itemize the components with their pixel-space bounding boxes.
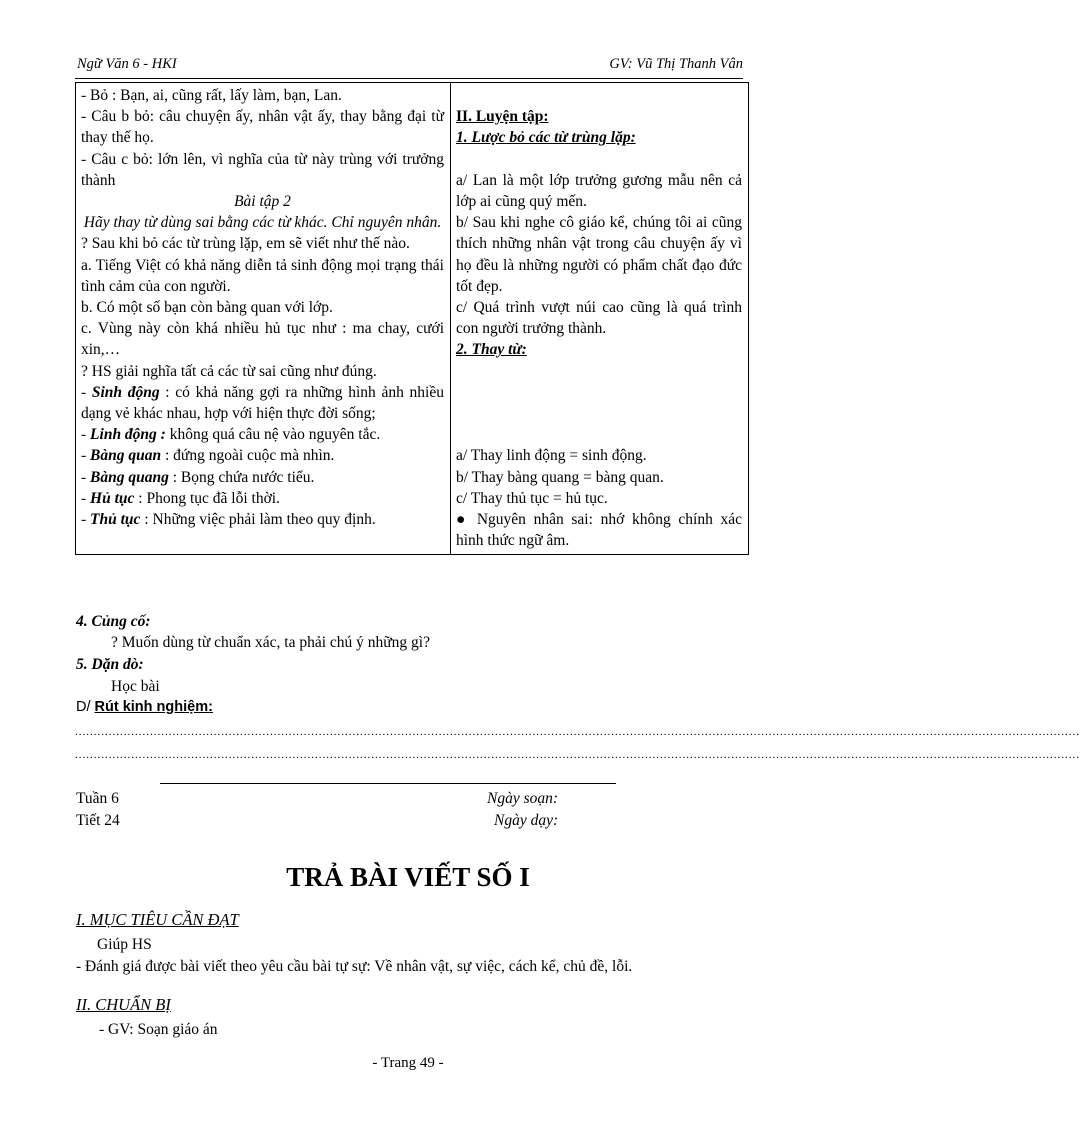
answer-line-1: - Bỏ : Bạn, ai, cũng rất, lấy làm, bạn, Lan. — [81, 87, 342, 104]
term-thu-tuc: Thủ tục — [90, 511, 141, 529]
rewrite-b: b/ Sau khi nghe cô giáo kể, chúng tôi ai cũng thích những nhân vật trong câu chuyện ấy vì họ đều là những người có phẩm chất đạo đức tốt đẹp. — [456, 214, 742, 295]
activities-column — [76, 83, 451, 555]
exercise-description: Hãy thay từ dùng sai bằng các từ khác. Chỉ nguyên nhân. — [83, 214, 442, 232]
lesson-table — [75, 82, 749, 555]
cung-co-heading: 4. Củng cố: — [76, 613, 151, 630]
section-chuan-bi: II. CHUẨN BỊ — [76, 995, 171, 1014]
answer-line-2: - Câu b bỏ: câu chuyện ấy, nhân vật ấy, thay bằng đại từ thay thế họ. — [81, 108, 444, 147]
page-header — [75, 56, 743, 79]
question-2: ? HS giải nghĩa tất cả các từ sai cũng như đúng. — [81, 362, 377, 380]
term-linh-dong: Linh động : — [90, 426, 166, 444]
cung-co-text: ? Muốn dùng từ chuẩn xác, ta phải chú ý những gì? — [111, 634, 430, 651]
term-bang-quang: Bàng quang — [90, 468, 169, 486]
definition-2: - Linh động : không quá câu nệ vào nguyên tắc. — [81, 426, 381, 444]
content-column — [451, 83, 749, 555]
period-label: Tiết 24 — [76, 812, 120, 829]
reason-line: ● Nguyên nhân sai: nhớ không chính xác hình thức ngữ âm. — [456, 510, 742, 550]
section-muc-tieu: I. MỤC TIÊU CẦN ĐẠT — [76, 910, 239, 929]
question-1: ? Sau khi bỏ các từ trùng lặp, em sẽ viết như thế nào. — [81, 235, 410, 253]
lesson-title: TRẢ BÀI VIẾT SỐ I — [286, 862, 530, 892]
chuan-bi-line-1: - GV: Soạn giáo án — [99, 1021, 218, 1038]
definition-4: - Bàng quang : Bọng chứa nước tiểu. — [81, 468, 315, 486]
answer-line-3: - Câu c bỏ: lớn lên, vì nghĩa của từ này trùng với trưởng thành — [81, 150, 444, 189]
definition-5: - Hủ tục : Phong tục đã lỗi thời. — [81, 489, 280, 507]
exercise-title: Bài tập 2 — [234, 193, 291, 211]
header-teacher: GV: Vũ Thị Thanh Vân — [609, 56, 743, 72]
sentence-b: b. Có một số bạn còn bàng quan với lớp. — [81, 299, 333, 317]
muc-tieu-line-2: - Đánh giá được bài viết theo yêu cầu bài tự sự: Về nhân vật, sự việc, cách kể, chủ đề, lỗi. — [76, 958, 633, 975]
muc-tieu-line-1: Giúp HS — [97, 936, 152, 953]
sentence-a: a. Tiếng Việt có khả năng diễn tả sinh động mọi trạng thái tình cảm của con người. — [81, 256, 444, 295]
dan-do-heading: 5. Dặn dò: — [76, 656, 144, 673]
dan-do-text: Học bài — [111, 678, 160, 695]
bullet-icon: ● — [456, 510, 470, 528]
subsection-2: 2. Thay từ: — [456, 341, 527, 359]
rut-kinh-nghiem: D/ Rút kinh nghiệm: — [76, 699, 213, 715]
replace-c: c/ Thay thủ tục = hủ tục. — [456, 489, 608, 507]
notes-dotted-line-2: ............................................................................................................................................................................................................................................................................ — [75, 749, 1080, 761]
divider — [160, 783, 616, 784]
term-sinh-dong: Sinh động — [91, 383, 160, 401]
week-label: Tuần 6 — [76, 790, 119, 807]
prep-date-label: Ngày soạn: — [487, 790, 559, 807]
rut-kinh-nghiem-label: Rút kinh nghiệm: — [94, 699, 213, 715]
term-hu-tuc: Hủ tục — [90, 489, 135, 507]
sentence-c: c. Vùng này còn khá nhiều hủ tục như : ma chay, cưới xin,… — [81, 320, 444, 359]
definition-1: - Sinh động : có khả năng gợi ra những hình ảnh nhiều dạng vẻ khác nhau, hợp với hiện thực đời sống; — [81, 383, 444, 423]
definition-6: - Thủ tục : Những việc phải làm theo quy định. — [81, 511, 376, 529]
replace-b: b/ Thay bàng quang = bàng quan. — [456, 468, 664, 486]
replace-a: a/ Thay linh động = sinh động. — [456, 447, 647, 465]
header-subject: Ngữ Văn 6 - HKI — [77, 56, 177, 72]
page-number: - Trang 49 - — [372, 1055, 444, 1071]
teach-date-label: Ngày dạy: — [494, 812, 559, 829]
subsection-1: 1. Lược bỏ các từ trùng lặp: — [456, 129, 636, 147]
term-bang-quan: Bàng quan — [90, 447, 162, 465]
rewrite-a: a/ Lan là một lớp trưởng gương mẫu nên cả lớp ai cũng quý mến. — [456, 171, 742, 210]
rewrite-c: c/ Quá trình vượt núi cao cũng là quá trình con người trưởng thành. — [456, 299, 742, 338]
section-luyen-tap: II. Luyện tập: — [456, 108, 549, 126]
notes-dotted-line-1: ............................................................................................................................................................................................................................................................................ — [75, 726, 1080, 738]
definition-3: - Bàng quan : đứng ngoài cuộc mà nhìn. — [81, 447, 335, 465]
